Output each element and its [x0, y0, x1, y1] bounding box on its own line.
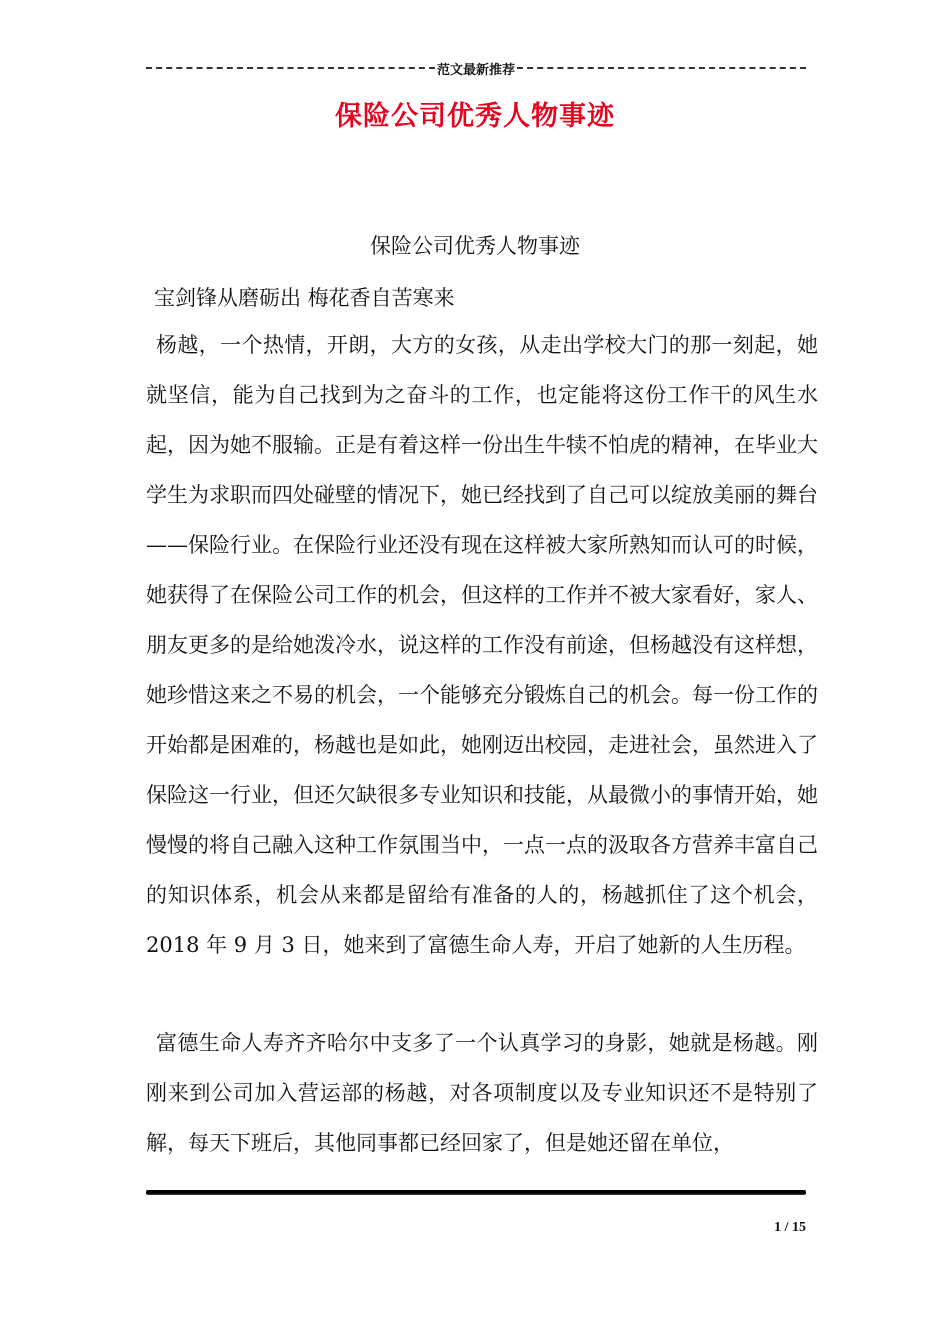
page-number: 1 / 15	[774, 1220, 806, 1235]
document-motto: 宝剑锋从磨砺出 梅花香自苦寒来	[154, 286, 455, 310]
body-paragraph-2: 富德生命人寿齐齐哈尔中支多了一个认真学习的身影，她就是杨越。刚刚来到公司加入营运部的杨越，对各项制度以及专业知识还不是特别了解，每天下班后，其他同事都已经回家了，但是她还留在单位，	[146, 1031, 818, 1155]
footer-divider	[146, 1190, 806, 1195]
document-title: 保险公司优秀人物事迹	[335, 101, 615, 132]
body-paragraph-1: 杨越，一个热情，开朗，大方的女孩，从走出学校大门的那一刻起，她就坚信，能为自己找到为之奋斗的工作，也定能将这份工作干的风生水起，因为她不服输。正是有着这样一份出生牛犊不怕虎的精神，在毕业大学生为求职而四处碰壁的情况下，她已经找到了自己可以绽放美丽的舞台——保险行业。在保险行业还没有现在这样被大家所熟知而认可的时候，她获得了在保险公司工作的机会，但这样的工作并不被大家看好，家人、朋友更多的是给她泼冷水，说这样的工作没有前途，但杨越没有这样想，她珍惜这来之不易的机会，一个能够充分锻炼自己的机会。每一份工作的开始都是困难的，杨越也是如此，她刚迈出校园，走进社会，虽然进入了保险这一行业，但还欠缺很多专业知识和技能，从最微小的事情开始，她慢慢的将自己融入这种工作氛围当中，一点一点的汲取各方营养丰富自己的知识体系，机会从来都是留给有准备的人的，杨越抓住了这个机会，2018 年 9 月 3 日，她来到了富德生命人寿，开启了她新的人生历程。	[146, 333, 818, 957]
header-label: 范文最新推荐	[437, 62, 516, 78]
header-dash-right	[517, 67, 806, 69]
document-subtitle: 保险公司优秀人物事迹	[370, 234, 580, 258]
header-dash-left	[146, 67, 435, 69]
header-bar	[146, 58, 806, 78]
